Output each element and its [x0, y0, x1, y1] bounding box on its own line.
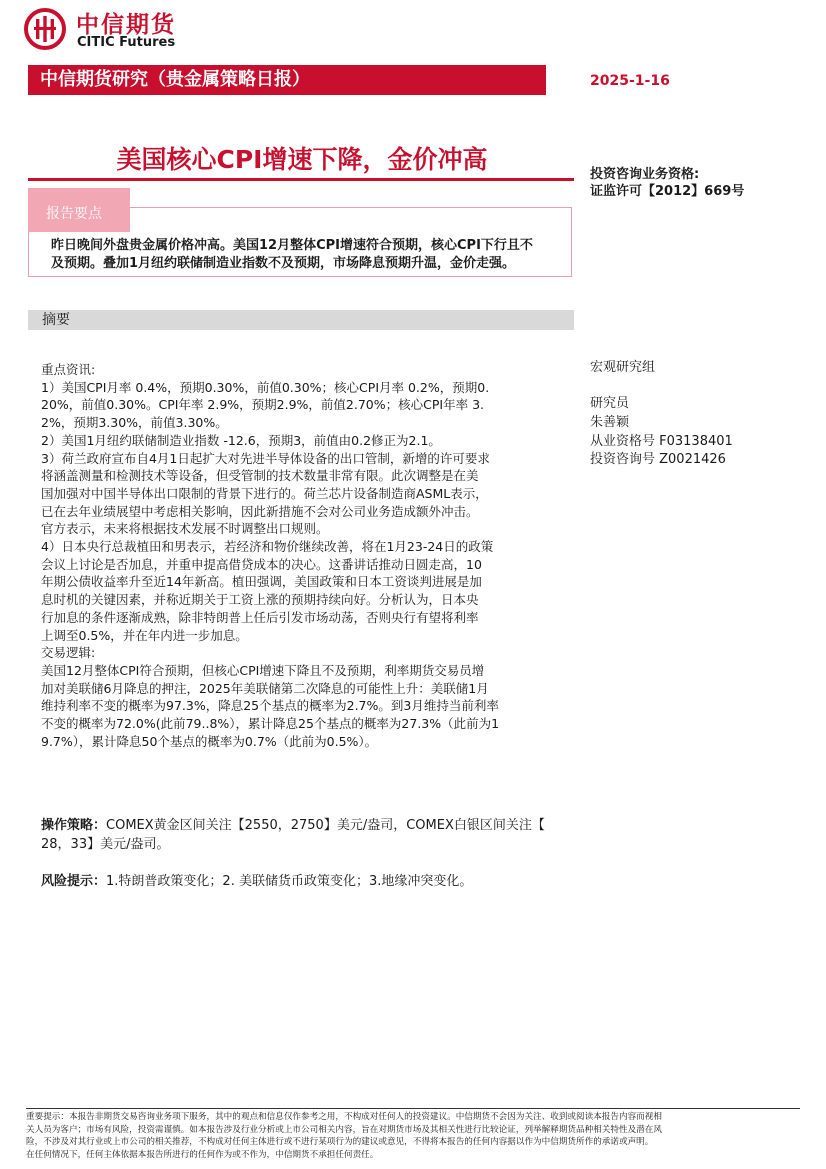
- key-points-line: 昨日晚间外盘贵金属价格冲高。美国12月整体CPI增速符合预期，核心CPI下行且不: [51, 238, 533, 253]
- body-line: 官方表示，未来将根据技术发展不时调整出口规则。: [41, 521, 329, 537]
- body-line: 美国12月整体CPI符合预期，但核心CPI增速下降且不及预期，利率期货交易员增: [41, 662, 485, 678]
- risk-label: 风险提示：: [41, 874, 107, 889]
- key-points-text: [51, 237, 563, 273]
- body-line: 息时机的关键因素，并称近期关于工资上涨的预期持续向好。分析认为，日本央: [41, 592, 479, 608]
- body-line: 重点资讯:: [41, 362, 96, 377]
- report-series-title: 中信期货研究（贵金属策略日报）: [40, 69, 310, 90]
- qualification-label: 投资咨询业务资格:: [590, 167, 700, 182]
- qualification-license: 证监许可【2012】669号: [590, 184, 745, 199]
- page-title: 美国核心CPI增速下降，金价冲高: [116, 145, 488, 174]
- strategy-line: 28，33】美元/盎司。: [41, 837, 170, 852]
- body-line: 1）美国CPI月率 0.4%，预期0.30%，前值0.30%；核心CPI月率 0.2%，预期0.: [41, 379, 490, 395]
- strategy-label: 操作策略：: [41, 818, 107, 833]
- body-line: 国加强对中国半导体出口限制的背景下进行的。荷兰芯片设备制造商ASML表示，: [41, 485, 488, 501]
- body-line: 交易逻辑:: [41, 645, 96, 661]
- analyst-name: 朱善颖: [590, 415, 630, 430]
- risk-section: [41, 872, 472, 891]
- title-divider: [28, 178, 574, 181]
- body-line: 4）日本央行总裁植田和男表示，若经济和物价继续改善，将在1月23-24日的政策: [41, 539, 494, 555]
- analyst-role: 研究员: [590, 396, 630, 411]
- footer-divider: [26, 1108, 800, 1109]
- body-line: 已在去年业绩展望中考虑相关影响，因此新措施不会对公司业务造成额外冲击。: [41, 503, 479, 519]
- body-line: 9.7%），累计降息50个基点的概率为0.7%（此前为0.5%）。: [41, 733, 378, 749]
- body-line: 年期公债收益率升至近14年新高。植田强调，美国政策和日本工资谈判进展是加: [41, 574, 482, 590]
- disclaimer-line: 险，不涉及对其行业或上市公司的相关推荐，不构成对任何主体进行或不进行某项行为的建议或意见，不得将本报告的任何内容据以作为中信期货所作的承诺或声明。: [26, 1137, 654, 1147]
- key-points-line: 及预期。叠加1月纽约联储制造业指数不及预期，市场降息预期升温，金价走强。: [51, 256, 516, 271]
- body-line: 上调至0.5%，并在年内进一步加息。: [41, 627, 248, 643]
- summary-body: [41, 361, 566, 750]
- summary-section-label: 摘要: [42, 312, 70, 328]
- body-line: 会议上讨论是否加息，并重申提高借贷成本的决心。这番讲话推动日圆走高，10: [41, 556, 482, 572]
- strategy-line: [41, 816, 545, 835]
- disclaimer-line: 重要提示：本报告非期货交易咨询业务项下服务，其中的观点和信息仅作参考之用，不构成对任何人的投资建议。中信期货不会因为关注、收到或阅读本报告内容而视相: [26, 1112, 662, 1122]
- logo-name-cn: 中信期货: [76, 12, 176, 38]
- disclaimer-line: 关人员为客户；市场有风险，投资需谨慎。如本报告涉及行业分析或上市公司相关内容，旨在对期货市场及其相关性进行比较论证，列举解释期货品种相关特性及潜在风: [26, 1124, 662, 1135]
- summary-section-bar: [28, 310, 574, 330]
- analyst-advisory-cert: 投资咨询号 Z0021426: [590, 452, 726, 467]
- body-line: 维持利率不变的概率为97.3%，降息25个基点的概率为2.7%。到3月维持当前利率: [41, 698, 499, 714]
- disclaimer-line: 在任何情况下，任何主体依据本报告所进行的任何作为或不作为，中信期货不承担任何责任。: [26, 1149, 379, 1160]
- body-line: 加对美联储6月降息的押注，2025年美联储第二次降息的可能性上升：美联储1月: [41, 680, 489, 696]
- citic-logo-icon: [24, 8, 66, 50]
- analyst-practice-cert: 从业资格号 F03138401: [590, 434, 733, 449]
- disclaimer: [26, 1111, 800, 1161]
- logo-name-en: CITIC Futures: [77, 35, 176, 50]
- body-line: 20%，前值0.30%。CPI年率 2.9%，预期2.9%，前值2.70%；核心CPI年率 3.: [41, 397, 484, 413]
- body-line: 2%，预期3.30%，前值3.30%。: [41, 415, 228, 431]
- body-line: 2）美国1月纽约联储制造业指数 -12.6，预期3，前值由0.2修正为2.1。: [41, 432, 441, 448]
- body-line: 将涵盖测量和检测技术等设备，但受管制的技术数量非常有限。此次调整是在美: [41, 468, 479, 484]
- risk-text: 1.特朗普政策变化；2. 美联储货币政策变化；3.地缘冲突变化。: [106, 874, 473, 889]
- body-line: 3）荷兰政府宣布自4月1日起扩大对先进半导体设备的出口管制，新增的许可要求: [41, 450, 490, 466]
- research-group: 宏观研究组: [590, 360, 656, 375]
- strategy-text: COMEX黄金区间关注【2550，2750】美元/盎司，COMEX白银区间关注【: [106, 818, 545, 833]
- report-date: 2025-1-16: [590, 73, 670, 89]
- strategy-section: [41, 816, 545, 854]
- key-points-tag-label: 报告要点: [46, 206, 102, 222]
- body-line: 行加息的条件逐渐成熟，除非特朗普上任后引发市场动荡，否则央行有望将利率: [41, 609, 479, 625]
- body-line: 不变的概率为72.0%(此前79..8%），累计降息25个基点的概率为27.3%（此前为1: [41, 716, 500, 732]
